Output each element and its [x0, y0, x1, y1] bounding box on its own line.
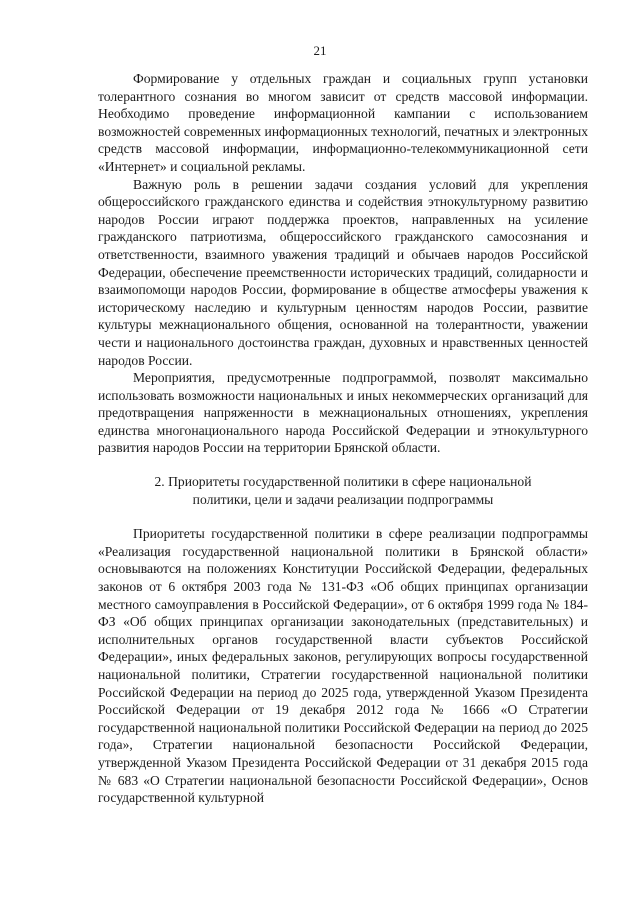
section-heading — [98, 473, 588, 508]
section-heading-line-1: 2. Приоритеты государственной политики в сфере национальной — [154, 474, 532, 490]
paragraph-mass-media: Формирование у отдельных граждан и социальных групп установки толерантного сознания во многом зависит от средств массовой информации. Необходимо проведение информационной кампании с использованием возможностей современных информационных технологий, печатных и электронных средств массовой информации, информационно-телекоммуникационной сети «Интернет» и социальной рекламы. — [98, 71, 588, 174]
paragraph-subprogram-measures: Мероприятия, предусмотренные подпрограммой, позволят максимально использовать возможности национальных и иных некоммерческих организаций для предотвращения напряженности в межнациональных отношениях, укрепления единства многонационального народа Российской Федерации и этнокультурного развития народов России на территории Брянской области. — [98, 370, 588, 456]
document-body — [98, 70, 588, 807]
page-number: 21 — [313, 43, 327, 58]
paragraph-policy-priorities: Приоритеты государственной политики в сфере реализации подпрограммы «Реализация государственной национальной политики в Брянской области» основываются на положениях Конституции Российской Федерации, федеральных законов от 6 октября 2003 года № 131-ФЗ «Об общих принципах организации местного самоуправления в Российской Федерации», от 6 октября 1999 года № 184-ФЗ «Об общих принципах организации законодательных (представительных) и исполнительных органов государственной власти субъектов Российской Федерации», иных федеральных законов, регулирующих вопросы государственной национальной политики, Стратегии государственной национальной политики Российской Федерации на период до 2025 года, утвержденной Указом Президента Российской Федерации от 19 декабря 2012 года № 1666 «О Стратегии государственной национальной политики Российской Федерации на период до 2025 года», Стратегии национальной безопасности Российской Федерации, утвержденной Указом Президента Российской Федерации от 31 декабря 2015 года № 683 «О Стратегии национальной безопасности Российской Федерации», Основ государственной культурной — [98, 526, 588, 806]
paragraph-civic-unity: Важную роль в решении задачи создания условий для укрепления общероссийского гражданского единства и содействия этнокультурному развитию народов России играют поддержка проектов, направленных на усиление гражданского патриотизма, общероссийского гражданского самосознания и ответственности, взаимного уважения традиций и обычаев народов Российской Федерации, обеспечение преемственности исторических традиций, солидарности и взаимопомощи народов России, формирование в обществе атмосферы уважения к историческому наследию и культурным ценностям народов России, развитие культуры межнационального общения, основанной на толерантности, уважении чести и национального достоинства граждан, духовных и нравственных ценностей народов России. — [98, 176, 588, 368]
section-heading-line-2: политики, цели и задачи реализации подпрограммы — [192, 491, 494, 507]
